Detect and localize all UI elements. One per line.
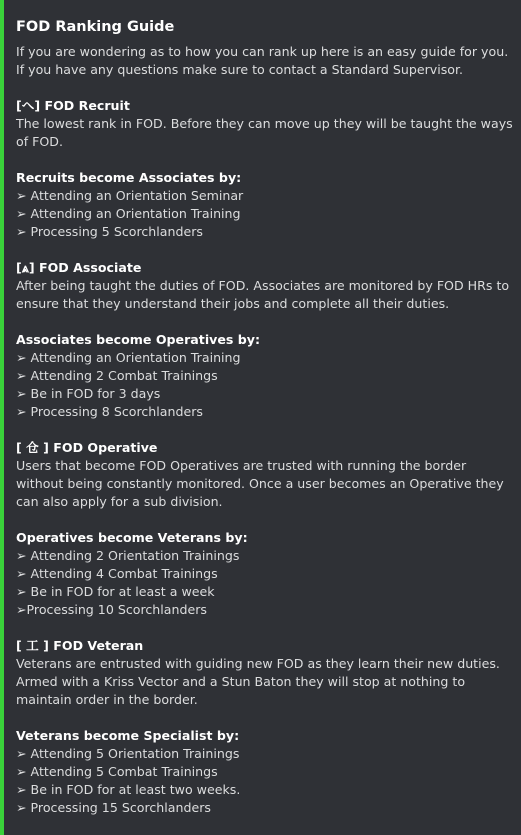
rank-heading-veteran: [ 工 ] FOD Veteran [16,638,144,653]
list-item: ➢ Attending 2 Combat Trainings [16,368,218,383]
embed-title: FOD Ranking Guide [16,19,175,35]
spacer [16,619,513,637]
promo-heading-associate: Associates become Operatives by: [16,332,261,347]
embed-description [16,43,513,817]
spacer [16,421,513,439]
list-item: ➢ Attending an Orientation Training [16,350,241,365]
list-item: ➢ Attending 5 Orientation Trainings [16,746,240,761]
spacer [16,241,513,259]
rank-heading-recruit: [へ] FOD Recruit [16,98,130,113]
list-item: ➢ Attending 4 Combat Trainings [16,566,218,581]
promo-heading-veteran: Veterans become Specialist by: [16,728,240,743]
spacer [16,511,513,529]
list-item: ➢ Attending an Orientation Training [16,206,241,221]
list-item: ➢ Processing 8 Scorchlanders [16,404,203,419]
rank-desc-associate: After being taught the duties of FOD. Associates are monitored by FOD HRs to ensure that they understand their jobs and complete all their duties. [16,278,510,311]
list-item: ➢ Attending 5 Combat Trainings [16,764,218,779]
rank-desc-veteran: Veterans are entrusted with guiding new FOD as they learn their new duties. Armed with a Kriss Vector and a Stun Baton they will stop at nothing to maintain order in the border. [16,656,500,707]
rank-desc-operative: Users that become FOD Operatives are trusted with running the border without being constantly monitored. Once a user becomes an Operative they can also apply for a sub division. [16,458,504,509]
list-item: ➢Processing 10 Scorchlanders [16,602,207,617]
spacer [16,709,513,727]
list-item: ➢ Attending an Orientation Seminar [16,188,244,203]
list-item: ➢ Be in FOD for 3 days [16,386,161,401]
promo-heading-recruit: Recruits become Associates by: [16,170,242,185]
rank-heading-associate: [⩓] FOD Associate [16,260,142,275]
list-item: ➢ Be in FOD for at least a week [16,584,215,599]
list-item: ➢ Attending 2 Orientation Trainings [16,548,240,563]
spacer [16,313,513,331]
rank-desc-recruit: The lowest rank in FOD. Before they can move up they will be taught the ways of FOD. [16,116,513,149]
intro-text: If you are wondering as to how you can rank up here is an easy guide for you. If you have any questions make sure to contact a Standard Supervisor. [16,44,509,77]
list-item: ➢ Be in FOD for at least two weeks. [16,782,241,797]
promo-heading-operative: Operatives become Veterans by: [16,530,248,545]
rank-heading-operative: [ 仓 ] FOD Operative [16,440,158,455]
spacer [16,151,513,169]
list-item: ➢ Processing 15 Scorchlanders [16,800,211,815]
list-item: ➢ Processing 5 Scorchlanders [16,224,203,239]
spacer [16,79,513,97]
